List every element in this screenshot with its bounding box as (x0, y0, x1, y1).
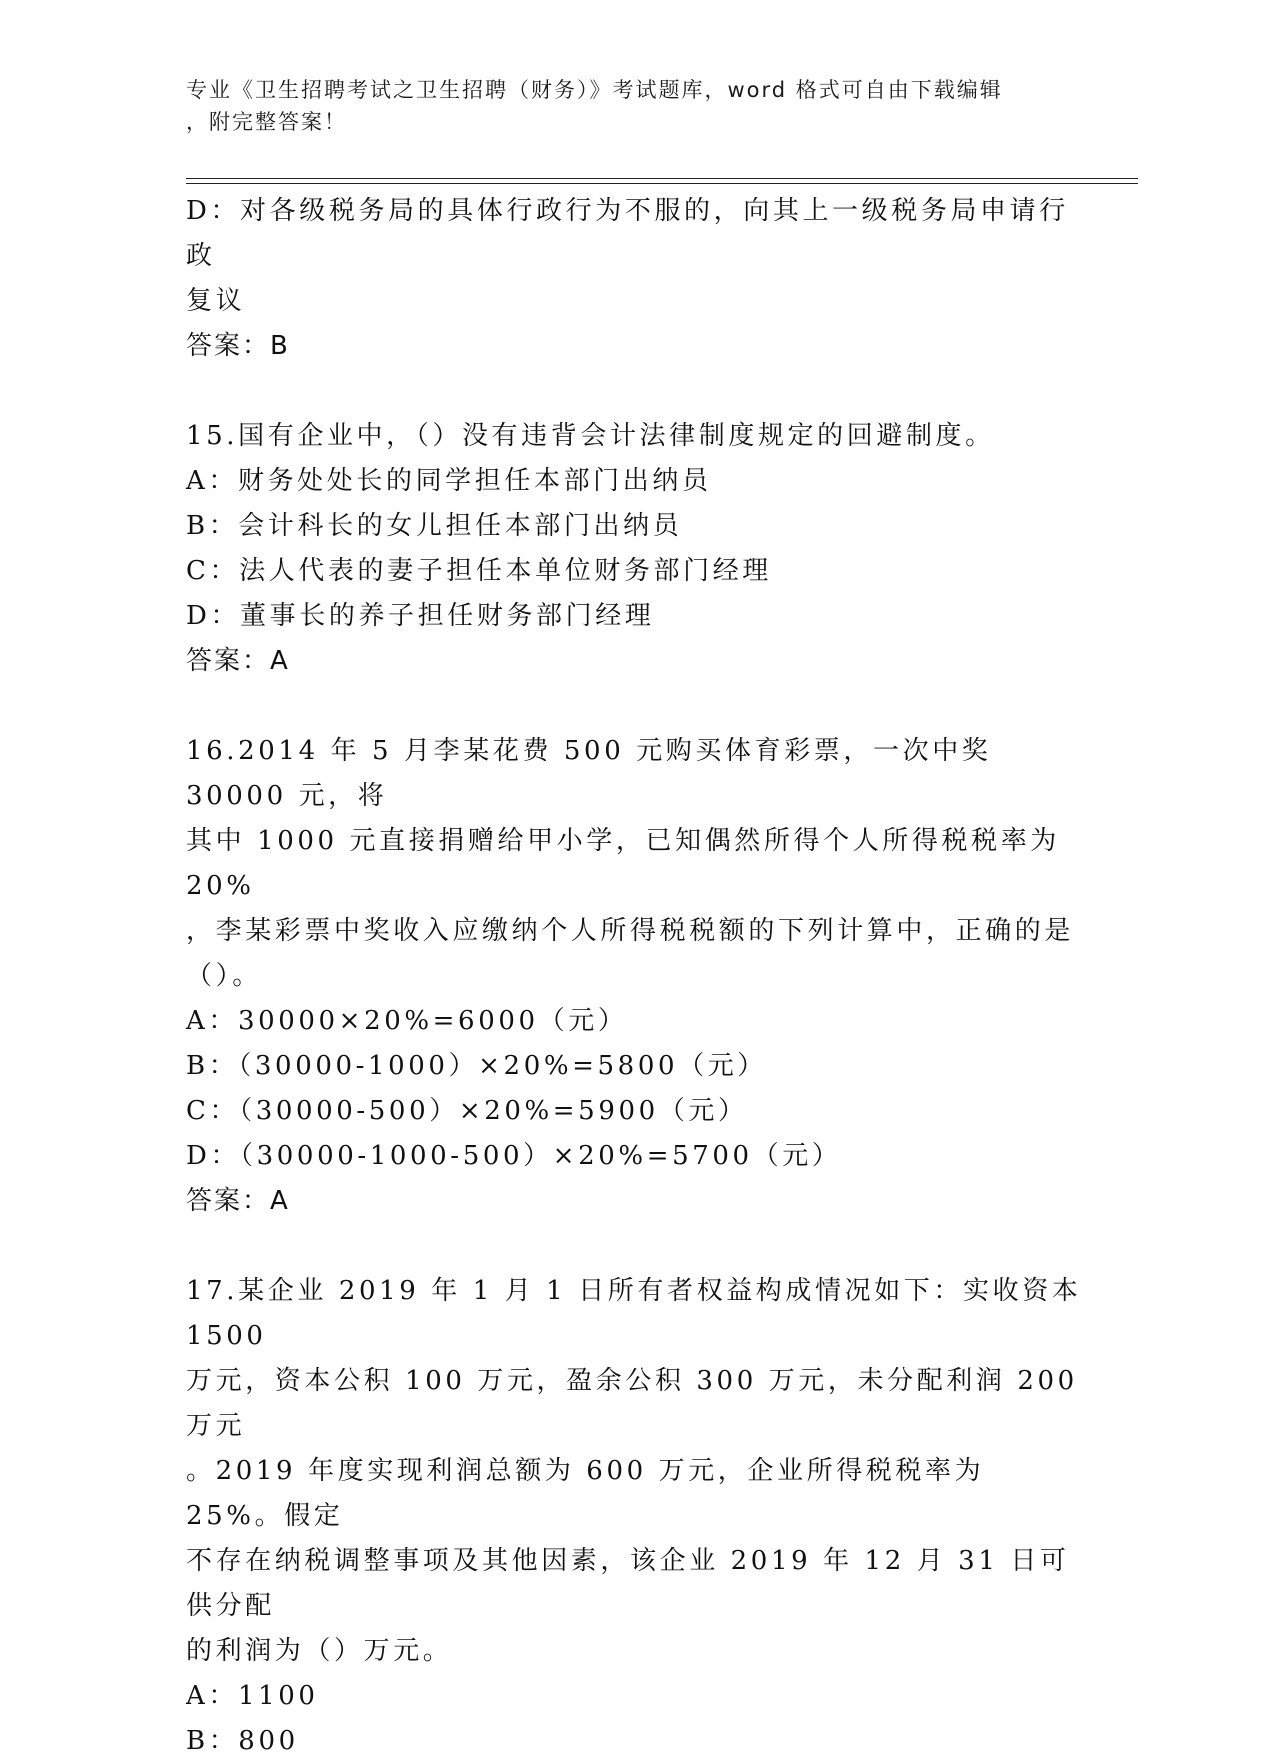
option-c: C：法人代表的妻子担任本单位财务部门经理 (186, 556, 772, 586)
option-d: D：董事长的养子担任财务部门经理 (186, 601, 655, 631)
question-stem: 不存在纳税调整事项及其他因素，该企业 2019 年 12 月 31 日可供分配 (186, 1546, 1070, 1621)
option-d: D：对各级税务局的具体行政行为不服的，向其上一级税务局申请行政 (186, 196, 1069, 271)
question-stem: 其中 1000 元直接捐赠给甲小学，已知偶然所得个人所得税税率为 20% (186, 826, 1060, 901)
option-b: B：800 (186, 1726, 299, 1756)
question-16 (186, 729, 1086, 1224)
answer-line: 答案：A (186, 646, 290, 676)
option-a: A：30000×20%=6000（元） (186, 1006, 628, 1036)
question-stem: 。2019 年度实现利润总额为 600 万元，企业所得税税率为 25%。假定 (186, 1456, 985, 1531)
question-15 (186, 414, 1086, 684)
spacer (186, 684, 1086, 729)
answer-line: 答案：B (186, 331, 290, 361)
spacer (186, 369, 1086, 414)
question-stem: 万元，资本公积 100 万元，盈余公积 300 万元，未分配利润 200 万元 (186, 1366, 1078, 1441)
option-b: B：会计科长的女儿担任本部门出纳员 (186, 511, 683, 541)
question-14-tail (186, 189, 1086, 369)
page-header (186, 74, 1086, 138)
question-stem: ，李某彩票中奖收入应缴纳个人所得税税额的下列计算中，正确的是 (186, 916, 1075, 946)
question-stem: 的利润为（）万元。 (186, 1636, 453, 1666)
option-a: A：1100 (186, 1681, 319, 1711)
option-a: A：财务处处长的同学担任本部门出纳员 (186, 466, 712, 496)
option-d: D：（30000-1000-500）×20%=5700（元） (186, 1141, 842, 1171)
header-divider-top (186, 178, 1138, 179)
header-line-1: 专业《卫生招聘考试之卫生招聘（财务）》考试题库，word 格式可自由下载编辑 (186, 78, 1003, 102)
answer-line: 答案：A (186, 1186, 290, 1216)
option-b: B：（30000-1000）×20%=5800（元） (186, 1051, 767, 1081)
header-divider-bottom (186, 183, 1138, 184)
question-stem: 15.国有企业中，（）没有违背会计法律制度规定的回避制度。 (186, 421, 995, 451)
question-17 (186, 1269, 1086, 1764)
question-stem: 16.2014 年 5 月李某花费 500 元购买体育彩票，一次中奖 30000 元，将 (186, 736, 992, 811)
document-body (186, 189, 1086, 1764)
spacer (186, 1224, 1086, 1269)
question-stem: 17.某企业 2019 年 1 月 1 日所有者权益构成情况如下：实收资本 1500 (186, 1276, 1082, 1351)
question-stem: （）。 (186, 961, 262, 991)
option-c: C：（30000-500）×20%=5900（元） (186, 1096, 748, 1126)
header-line-2: ，附完整答案！ (186, 110, 347, 134)
option-d-continued: 复议 (186, 286, 246, 316)
